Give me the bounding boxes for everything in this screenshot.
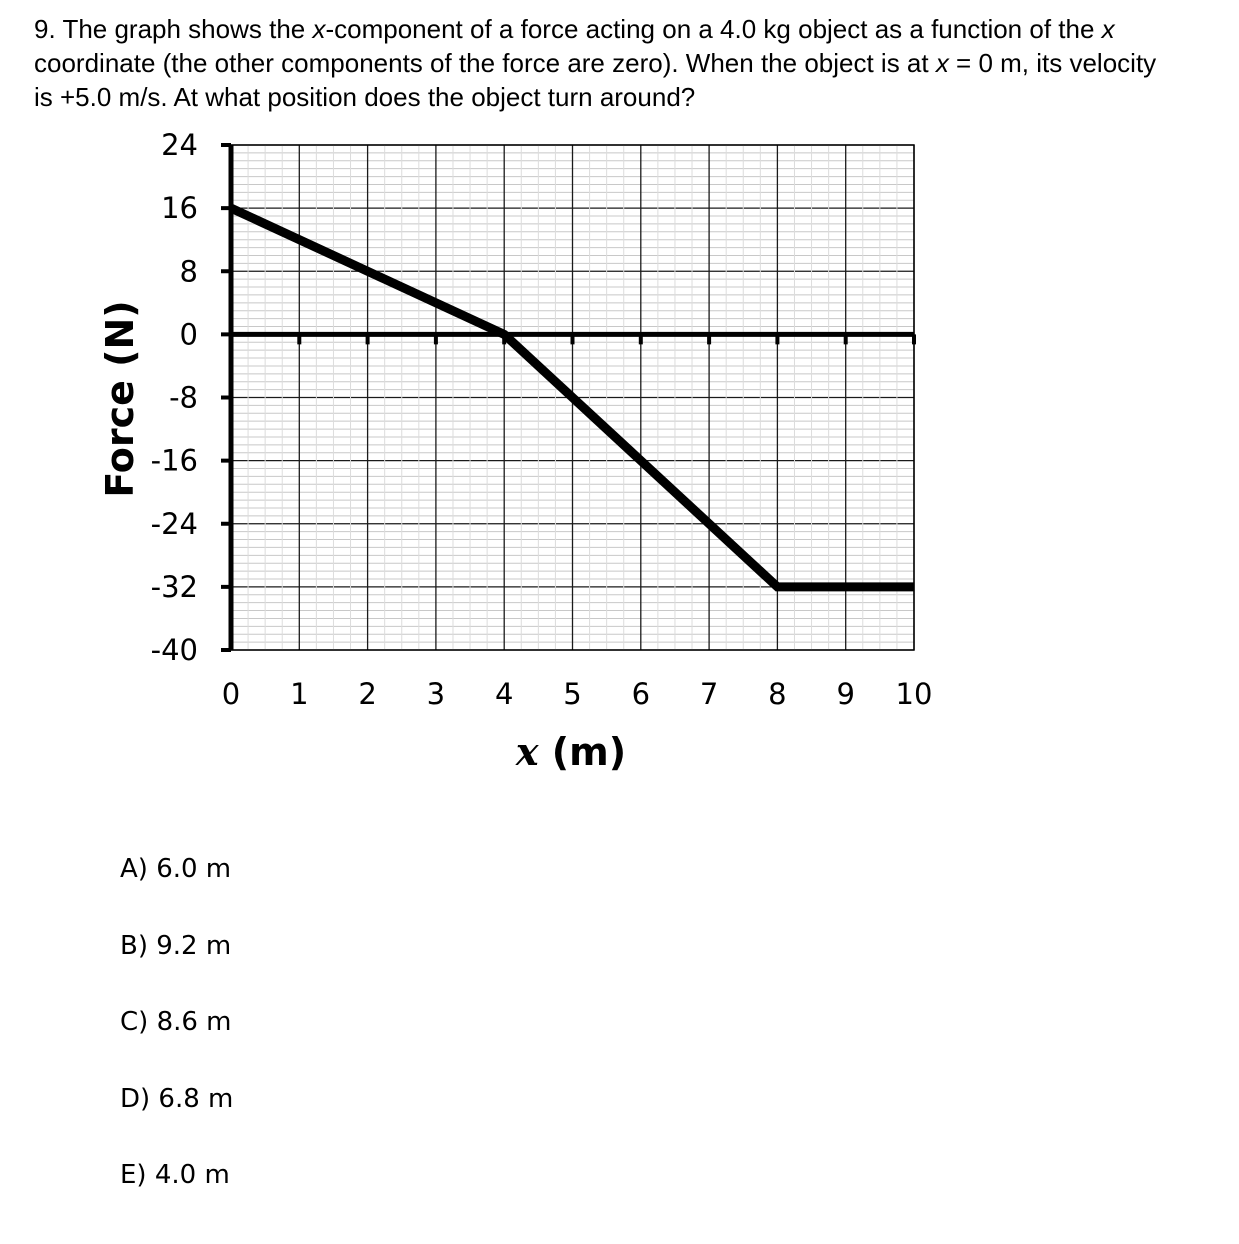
choice-a[interactable]: A) 6.0 m <box>120 854 232 884</box>
choice-b[interactable]: B) 9.2 m <box>120 930 232 961</box>
y-tick-label: 16 <box>161 191 198 226</box>
question-var-x-1: x <box>312 14 326 44</box>
x-axis-unit: (m) <box>538 730 627 774</box>
y-tick-label: -32 <box>150 569 198 604</box>
question-part-3: coordinate (the other components of the force are zero). When the object is at <box>34 48 936 78</box>
question-part-4: = 0 m, its velocity is +5.0 m/s. At what position does the object turn around? <box>34 48 1157 112</box>
x-tick-label: 4 <box>494 677 514 711</box>
y-tick-label: 8 <box>179 254 198 289</box>
y-tick-label: -8 <box>169 380 198 415</box>
x-tick-label: 2 <box>358 677 377 711</box>
x-axis-title <box>515 729 626 774</box>
y-tick-label: -40 <box>150 633 198 667</box>
x-tick-label: 0 <box>221 677 241 711</box>
question-part-2: -component of a force acting on a 4.0 kg object as a function of the <box>325 14 1102 44</box>
x-tick-label: 3 <box>426 677 446 711</box>
x-tick-label: 8 <box>768 677 787 711</box>
y-axis-title: Force (N) <box>98 300 142 498</box>
question-var-x-2: x <box>1101 14 1115 44</box>
chart-tick-labels <box>151 128 933 711</box>
choice-d[interactable]: D) 6.8 m <box>120 1083 234 1114</box>
question-part-1: 9. The graph shows the <box>34 14 313 44</box>
x-tick-label: 5 <box>563 677 582 711</box>
answer-choices <box>120 848 233 1231</box>
x-tick-label: 1 <box>290 677 309 711</box>
x-tick-label: 7 <box>699 677 719 711</box>
x-tick-label: 6 <box>631 677 651 711</box>
y-tick-label: 24 <box>161 128 198 162</box>
question-var-x-3: x <box>935 48 949 78</box>
choice-c[interactable]: C) 8.6 m <box>120 1007 232 1037</box>
x-axis-variable: x <box>515 729 539 774</box>
x-tick-label: 9 <box>836 677 855 711</box>
choice-e[interactable]: E) 4.0 m <box>120 1160 230 1190</box>
y-tick-label: -16 <box>150 443 198 478</box>
y-tick-label: 0 <box>179 317 198 352</box>
y-tick-label: -24 <box>150 506 198 541</box>
x-tick-label: 10 <box>895 677 933 711</box>
